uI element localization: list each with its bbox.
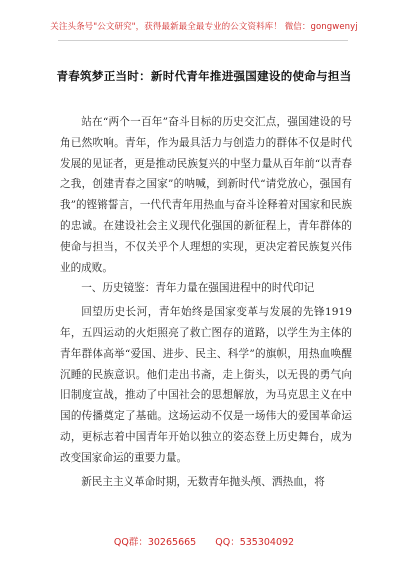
- section-heading: 一、历史镜鉴：青年力量在强国进程中的时代印记: [81, 282, 315, 295]
- body-paragraph: 新民主主义革命时期，无数青年抛头颅、洒热血，将: [81, 475, 325, 488]
- header-banner: 关注头条号"公文研究"，获得最新最全最专业的公文资料库！ 微信：gongwenyj: [50, 22, 358, 32]
- footer-qq-group: QQ群：30265665: [113, 537, 197, 548]
- body-paragraph: 回望历史长河，青年始终是国家变革与发展的先锋1919年，五四运动的火炬照亮了救亡图存的道路，以学生为主体的青年群体高举“爱国、进步、民主、科学”的旗帜，用热血唤醒沉睡的民族意识。他们走出书斋，走上街头，以无畏的勇气向旧制度宣战，推动了中国社会的思想解放，为马克思主义在中国的传播奠定了基础。这场运动不仅是一场伟大的爱国革命运动，更标志着中国青年开始以独立的姿态登上历史舞台，成为改变国家命运的重要力量。: [60, 306, 352, 464]
- body-paragraph: 站在“两个一百年”奋斗目标的历史交汇点，强国建设的号角已然吹响。青年，作为最具活力与创造力的群体不仅是时代发展的见证者，更是推动民族复兴的中坚力量从百年前“以青春之我，创建青春之国家”的呐喊，到新时代“请党放心，强国有我”的铿锵誓言，一代代青年用热血与奋斗诠释着对国家和民族的忠诚。在建设社会主义现代化强国的新征程上，青年群体的使命与担当，不仅关乎个人理想的实现，更决定着民族复兴伟业的成败。: [60, 116, 352, 274]
- document-body: [60, 112, 352, 492]
- document-title: 青春筑梦正当时：新时代青年推进强国建设的使命与担当: [56, 69, 352, 83]
- footer-contact: [0, 534, 408, 548]
- header-divider: [58, 40, 348, 41]
- footer-qq-number: QQ：535304092: [215, 537, 295, 548]
